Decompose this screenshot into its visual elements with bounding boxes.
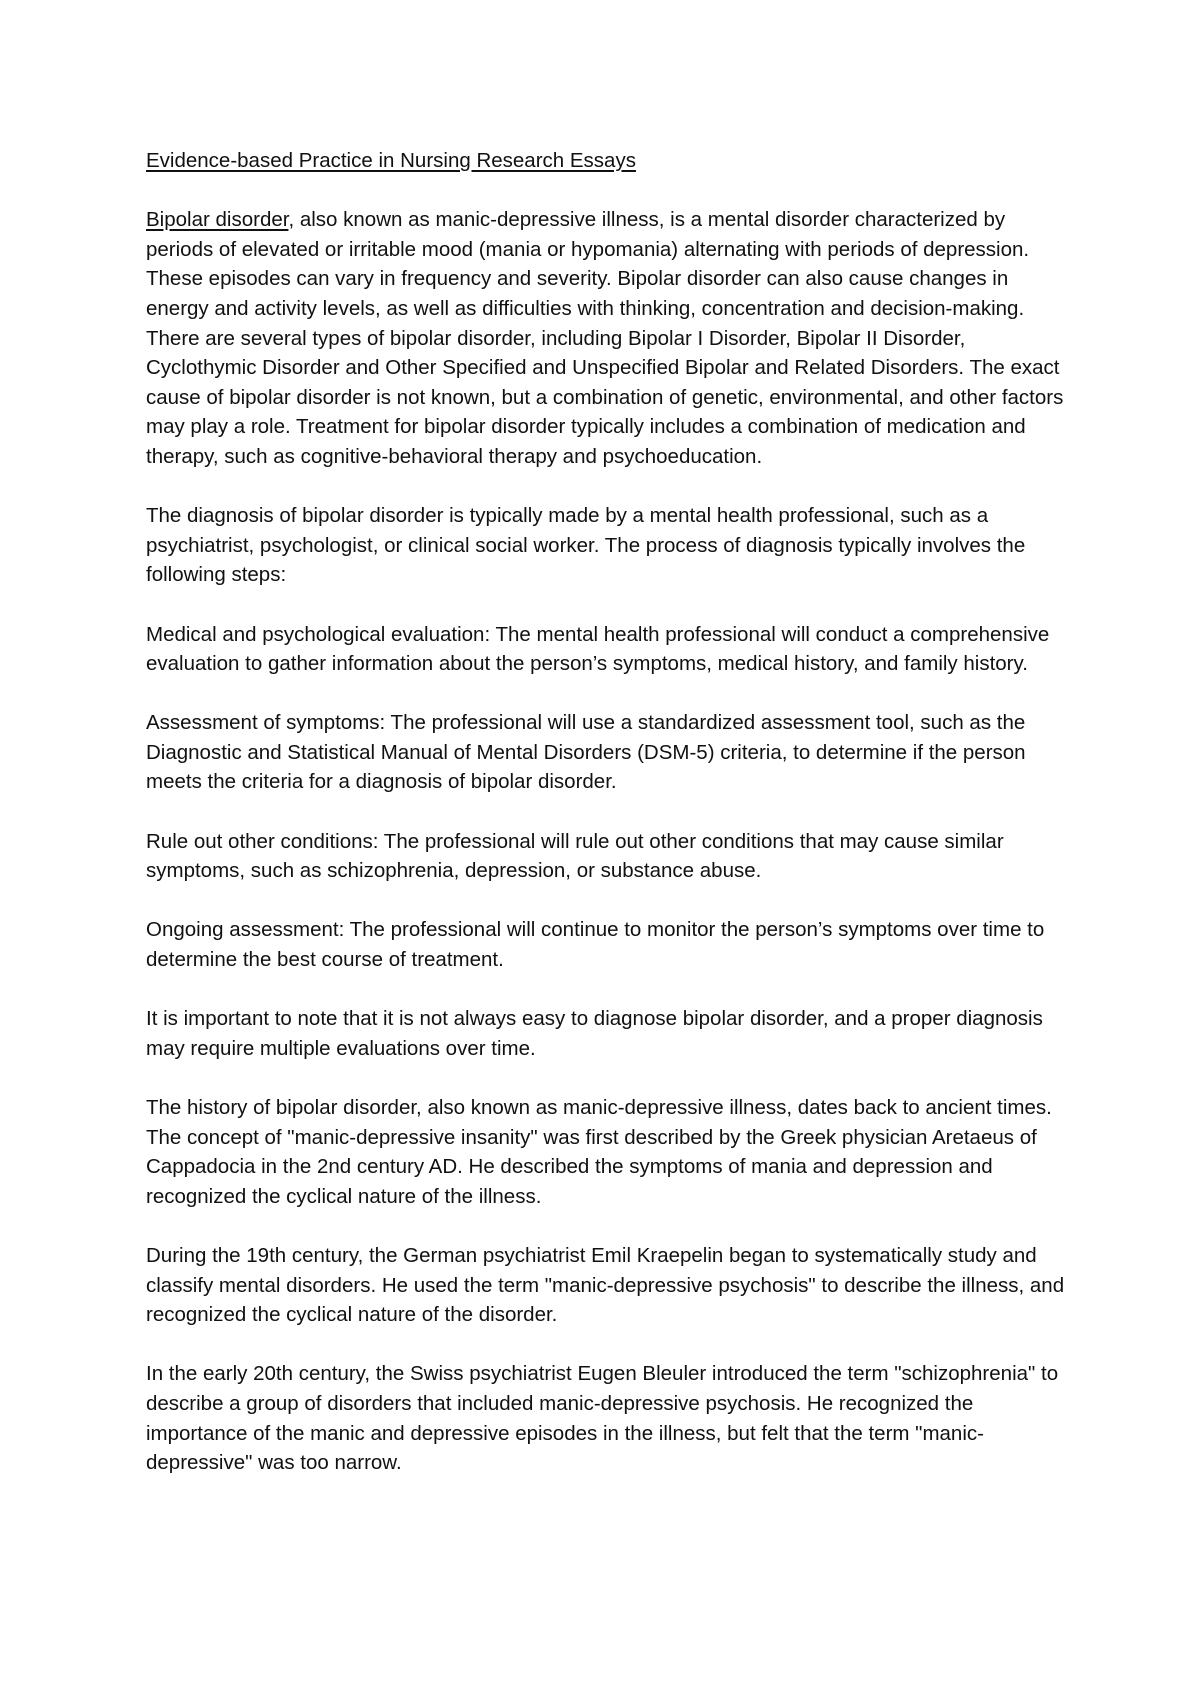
- step-evaluation-paragraph: Medical and psychological evaluation: The mental health professional will conduct a comprehensive evaluation to gather information about the person’s symptoms, medical history, and family history.: [146, 622, 1050, 676]
- step-ongoing-paragraph: Ongoing assessment: The professional will continue to monitor the person’s symptoms over time to determine the best course of treatment.: [146, 918, 1045, 972]
- intro-text: , also known as manic-depressive illness, is a mental disorder characterized by periods of elevated or irritable mood (mania or hypomania) alternating with periods of depression. These episodes can vary in frequency and severity. Bipolar disorder can also cause changes in energy and activity levels, as well as difficulties with thinking, concentration and decision-making. There are several types of bipolar disorder, including Bipolar I Disorder, Bipolar II Disorder, Cyclothymic Disorder and Other Specified and Unspecified Bipolar and Related Disorders. The exact cause of bipolar disorder is not known, but a combination of genetic, environmental, and other factors may play a role. Treatment for bipolar disorder typically includes a combination of medication and therapy, such as cognitive-behavioral therapy and psychoeducation.: [146, 208, 1064, 468]
- step-rule-out-paragraph: Rule out other conditions: The professional will rule out other conditions that may cause similar symptoms, such as schizophrenia, depression, or substance abuse.: [146, 829, 1004, 883]
- history-20th-century-paragraph: In the early 20th century, the Swiss psychiatrist Eugen Bleuler introduced the term "schizophrenia" to describe a group of disorders that included manic-depressive psychosis. He recognized the importance of the manic and depressive episodes in the illness, but felt that the term "manic-depressive" was too narrow.: [146, 1362, 1059, 1475]
- bipolar-disorder-link[interactable]: Bipolar disorder: [146, 208, 289, 232]
- step-assessment-paragraph: Assessment of symptoms: The professional will use a standardized assessment tool, such as the Diagnostic and Statistical Manual of Mental Disorders (DSM-5) criteria, to determine if the person meets the criteria for a diagnosis of bipolar disorder.: [146, 711, 1026, 794]
- note-paragraph: It is important to note that it is not always easy to diagnose bipolar disorder, and a proper diagnosis may require multiple evaluations over time.: [146, 1007, 1043, 1060]
- document-body: [146, 146, 1076, 1507]
- history-19th-century-paragraph: During the 19th century, the German psychiatrist Emil Kraepelin began to systematically study and classify mental disorders. He used the term "manic-depressive psychosis" to describe the illness, and recognized the cyclical nature of the disorder.: [146, 1243, 1065, 1327]
- history-ancient-paragraph: The history of bipolar disorder, also known as manic-depressive illness, dates back to ancient times. The concept of "manic-depressive insanity" was first described by the Greek physician Aretaeus of Cappadocia in the 2nd century AD. He described the symptoms of mania and depression and recognized the cyclical nature of the illness.: [146, 1096, 1052, 1208]
- intro-paragraph: [146, 205, 1076, 471]
- document-title: Evidence-based Practice in Nursing Research Essays: [146, 149, 636, 172]
- diagnosis-paragraph: The diagnosis of bipolar disorder is typically made by a mental health professional, such as a psychiatrist, psychologist, or clinical social worker. The process of diagnosis typically involves the following steps:: [146, 504, 1026, 587]
